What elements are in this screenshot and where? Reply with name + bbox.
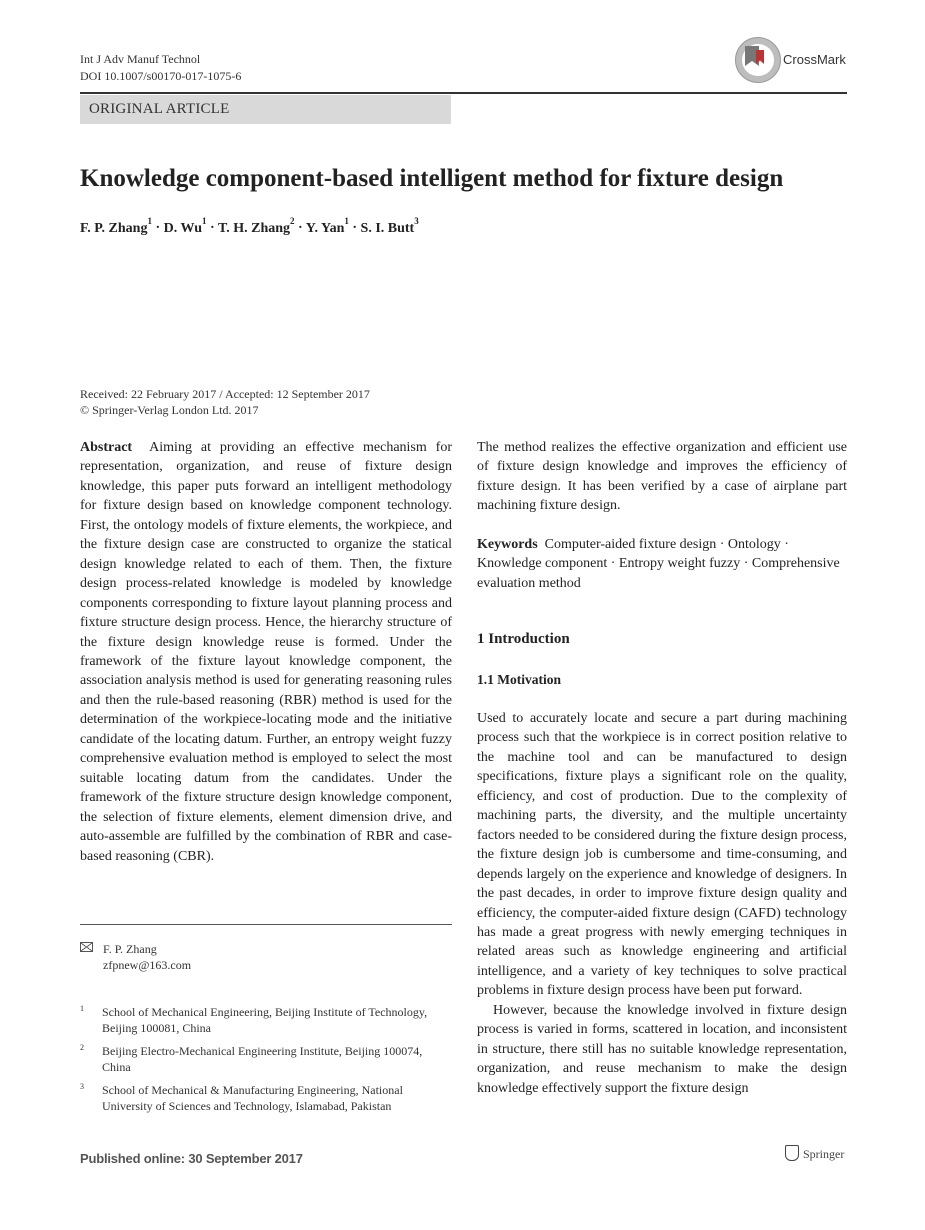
header-divider (80, 92, 847, 94)
article-title: Knowledge component-based intelligent method for fixture design (80, 165, 784, 192)
corresponding-author: F. P. Zhang (103, 942, 157, 956)
section-heading: 1 Introduction (477, 631, 570, 647)
received-accepted-dates: Received: 22 February 2017 / Accepted: 12 September 2017 (80, 387, 370, 401)
abstract-text-continued: The method realizes the effective organization and efficient use of fixture design knowledge and improves the efficiency of fixture design. It has been verified by a case of airplane part machining fixture design. (477, 440, 847, 514)
journal-name: Int J Adv Manuf Technol (80, 52, 201, 66)
article-type-banner (80, 95, 451, 124)
paragraph: However, because the knowledge involved in fixture design process is varied in forms, scattered in location, and inconsistent in structure, there still has no suitable knowledge representation, organization, and reuse mechanism to make the design knowledge effectively support the fixture design (477, 1002, 847, 1096)
author[interactable]: F. P. Zhang$^1$ (80, 216, 152, 236)
abstract-text: Aiming at providing an effective mechanism for representation, organization, and reuse of fixture design knowledge, this paper puts forward an intelligent methodology for fixture design based on knowledge component technology. First, the ontology models of fixture elements, the workpiece, and the fixture design case are constructed to organize the statical design knowledge related to each of them. Then, the fixture design process-related knowledge is modeled by knowledge components corresponding to fixture layout planning process and fixture structure design process. Hence, the hierarchy structure of the fixture design knowledge reuse is formed. Under the framework of the fixture layout knowledge component, the association analysis method is used for generating reasoning rules and then the rule-based reasoning (RBR) method is used for the determination of the workpiece-locating mode and the initiative candidate of the locating datum. Further, an entropy weight fuzzy comprehensive evaluation method is employed to select the most suitable locating datum from the candidates. Under the framework of the fixture structure design knowledge component, the selection of fixture elements, element dimension drive, and auto-assemble are fulfilled by the combination of RBR and case-based reasoning (CBR). (80, 440, 452, 864)
crossmark-label: CrossMark (783, 52, 846, 67)
crossmark-icon (735, 37, 781, 83)
copyright: © Springer-Verlag London Ltd. 2017 (80, 403, 259, 417)
springer-logo: Springer (785, 1145, 844, 1162)
author-list: F. P. Zhang$^1$ · D. $Wu^1 \cdot T$. H. Zhang$^2$ · Y. Yan$^1$ · S. I. Butt$^3$ (80, 216, 419, 236)
affiliation: 3 School of Mechanical & Manufacturing Engineering, National University of Sciences and Technology, Islamabad, Pakistan (80, 1082, 403, 1113)
doi[interactable]: DOI 10.1007/s00170-017-1075-6 (80, 69, 242, 83)
subsection-heading: 1.1 Motivation (477, 672, 561, 687)
body-text (477, 709, 847, 1098)
springer-icon (785, 1145, 799, 1161)
published-online: Published online: 30 September 2017 (80, 1151, 303, 1166)
article-type: ORIGINAL ARTICLE (89, 101, 230, 117)
paragraph: Used to accurately locate and secure a part during machining process such that the workpiece is in correct position relative to the machine tool and can be manufactured to design specifications, fixture plays a significant role on the quality, efficiency, and cost of production. Due to the complexity of machining parts, the diversity, and the multiple uncertainty factors needed to be considered during the fixture design process, the fixture design job is cumbersome and time-consuming, and depends largely on the experience and knowledge of designers. In the past decades, in order to improve fixture design quality and efficiency, the computer-aided fixture design (CAFD) technology has made a great progress with newly emerging techniques in related areas such as knowledge engineering and artificial intelligence, and a variety of key techniques to solve practical problems in fixture design process have been put forward. (477, 711, 847, 999)
keywords-text: Computer-aided fixture design · Ontology · Knowledge component · Entropy weight fuzzy · Comprehensive evaluation method (477, 537, 840, 591)
abstract-label: Abstract (80, 440, 133, 455)
author[interactable]: S. I. Butt$^3$ (360, 216, 419, 236)
abstract-continued (477, 438, 847, 516)
email-link[interactable]: zfpnew@163.com (103, 958, 192, 972)
author[interactable]: Y. Yan$^1$ (305, 216, 349, 236)
affiliation: 1 School of Mechanical Engineering, Beijing Institute of Technology, Beijing 100081, China (80, 1004, 428, 1035)
crossmark-badge[interactable] (735, 37, 875, 83)
keywords (477, 535, 847, 593)
envelope-icon (80, 942, 93, 952)
abstract (80, 438, 452, 866)
author[interactable]: T. H. Zhang$^2$ (217, 216, 295, 236)
keywords-label: Keywords (477, 537, 538, 552)
author[interactable]: D. Wu$^1$ (163, 216, 207, 236)
correspondence (80, 941, 191, 973)
footnote-divider (80, 924, 452, 925)
affiliation: 2 Beijing Electro-Mechanical Engineering Institute, Beijing 100074, China (80, 1043, 423, 1074)
